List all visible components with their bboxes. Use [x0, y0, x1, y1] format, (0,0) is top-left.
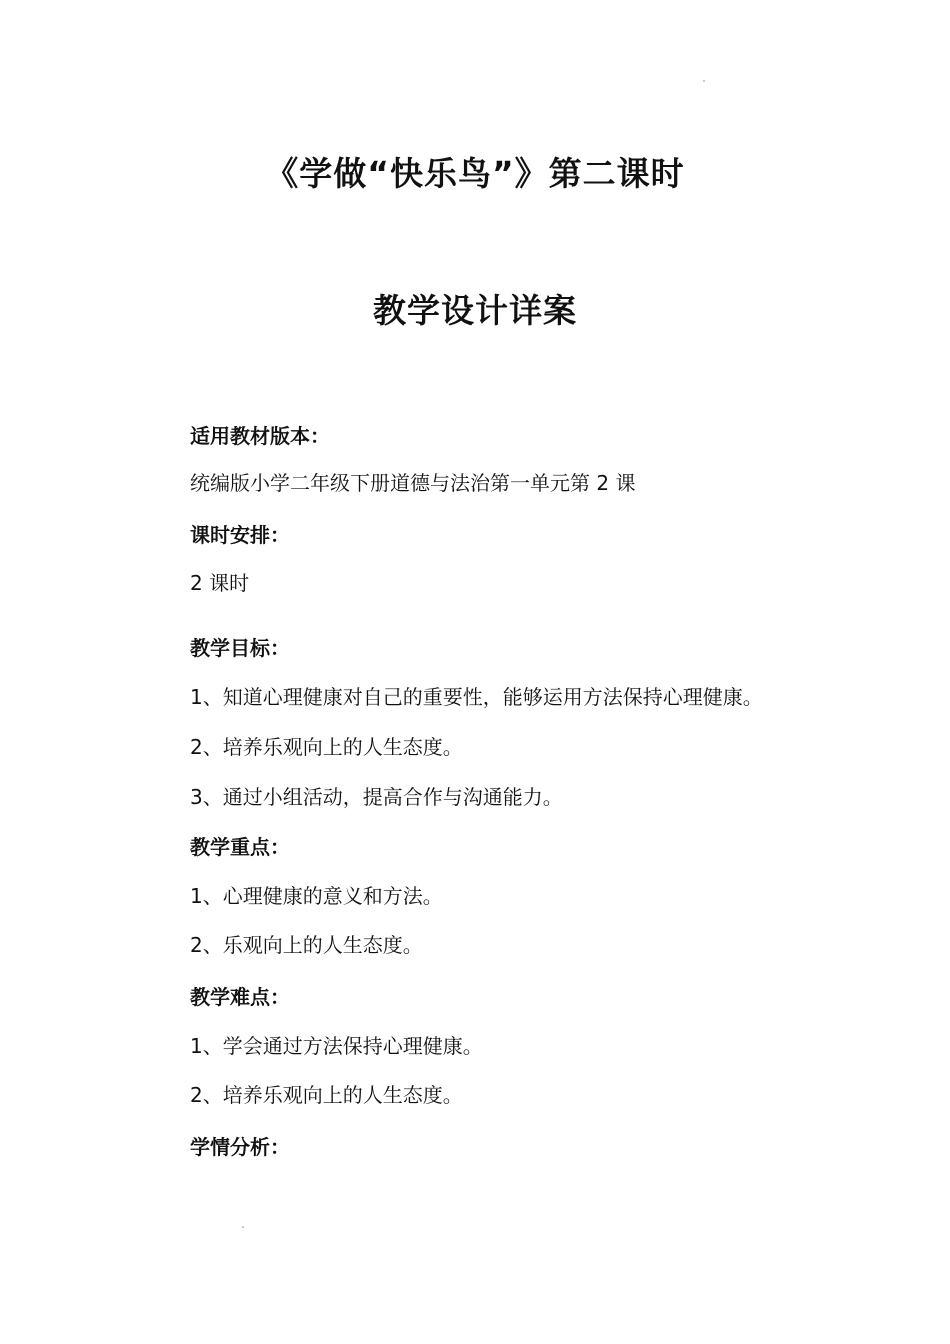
- key-point-item-2: 2、乐观向上的人生态度。: [190, 933, 423, 957]
- schedule-heading: 课时安排：: [190, 523, 290, 547]
- objective-item-1: 1、知道心理健康对自己的重要性，能够运用方法保持心理健康。: [190, 685, 763, 709]
- textbook-heading: 适用教材版本：: [190, 424, 330, 448]
- objectives-heading: 教学目标：: [190, 636, 290, 660]
- schedule-content: 2 课时: [190, 571, 250, 595]
- difficulty-item-2: 2、培养乐观向上的人生态度。: [190, 1083, 463, 1107]
- objective-item-2: 2、培养乐观向上的人生态度。: [190, 735, 463, 759]
- page-mark-bottom: [242, 1226, 244, 1228]
- key-point-item-1: 1、心理健康的意义和方法。: [190, 884, 443, 908]
- page-mark-top: [703, 80, 705, 82]
- document-title-line-2: 教学设计详案: [373, 291, 577, 330]
- analysis-heading: 学情分析：: [190, 1135, 290, 1159]
- document-title-line-1: 《学做“快乐鸟”》第二课时: [265, 154, 685, 193]
- difficulty-item-1: 1、学会通过方法保持心理健康。: [190, 1034, 483, 1058]
- difficulties-heading: 教学难点：: [190, 985, 290, 1009]
- textbook-content: 统编版小学二年级下册道德与法治第一单元第 2 课: [190, 471, 636, 495]
- objective-item-3: 3、通过小组活动，提高合作与沟通能力。: [190, 785, 563, 809]
- key-points-heading: 教学重点：: [190, 835, 290, 859]
